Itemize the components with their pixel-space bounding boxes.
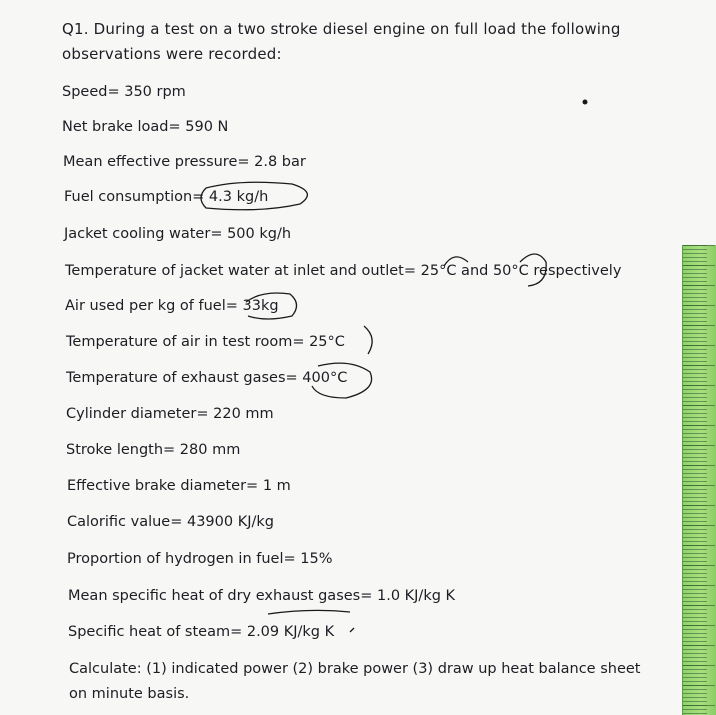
observation-mean-effective-pressure: Mean effective pressure= 2.8 bar xyxy=(63,154,306,170)
observation-hydrogen-proportion: Proportion of hydrogen in fuel= 15% xyxy=(67,551,333,567)
calculate-line-2: on minute basis. xyxy=(69,686,190,702)
circle-air-temperature xyxy=(364,326,372,354)
observation-cylinder-diameter: Cylinder diameter= 220 mm xyxy=(66,406,274,422)
question-title-line-1: Q1. During a test on a two stroke diesel engine on full load the following xyxy=(62,20,621,38)
observation-stroke-length: Stroke length= 280 mm xyxy=(66,442,241,458)
observation-jacket-water-temperature: Temperature of jacket water at inlet and outlet= 25°C and 50°C respectively xyxy=(65,263,622,279)
observation-air-temperature: Temperature of air in test room= 25°C xyxy=(66,334,345,350)
observation-fuel-consumption: Fuel consumption= 4.3 kg/h xyxy=(64,189,269,205)
observation-speed: Speed= 350 rpm xyxy=(62,84,186,100)
observation-specific-heat-exhaust: Mean specific heat of dry exhaust gases= 1.0 KJ/kg K xyxy=(68,588,456,604)
ink-dot xyxy=(583,100,588,105)
tick-specific-heat-steam xyxy=(350,628,354,632)
observation-specific-heat-steam: Specific heat of steam= 2.09 KJ/kg K xyxy=(68,624,335,640)
calculate-line-1: Calculate: (1) indicated power (2) brake power (3) draw up heat balance sheet xyxy=(69,661,641,677)
observation-air-per-kg-fuel: Air used per kg of fuel= 33kg xyxy=(65,298,279,314)
observation-net-brake-load: Net brake load= 590 N xyxy=(62,119,229,135)
question-title-line-2: observations were recorded: xyxy=(62,45,282,63)
green-ruler xyxy=(682,245,716,715)
observation-exhaust-temperature: Temperature of exhaust gases= 400°C xyxy=(66,370,348,386)
underline-exhaust-gases xyxy=(268,610,350,614)
observation-brake-diameter: Effective brake diameter= 1 m xyxy=(67,478,291,494)
observation-jacket-cooling-water: Jacket cooling water= 500 kg/h xyxy=(64,226,292,242)
ruler-major-ticks xyxy=(683,245,715,715)
observation-calorific-value: Calorific value= 43900 KJ/kg xyxy=(67,514,274,530)
